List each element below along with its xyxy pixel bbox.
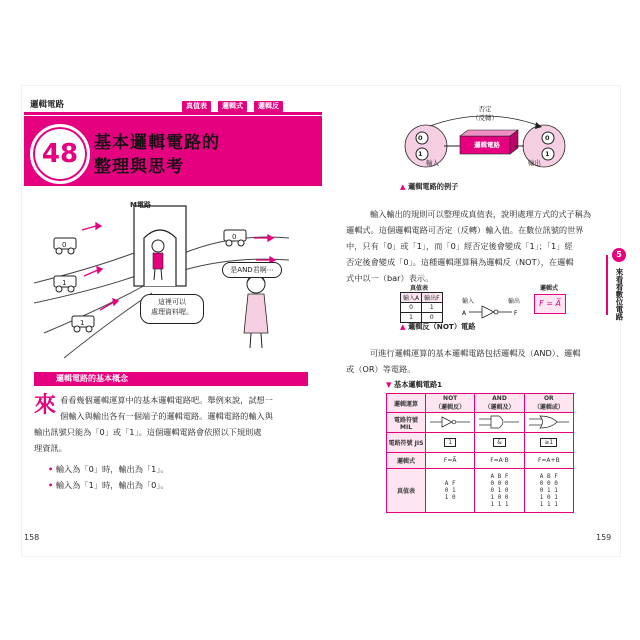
- truth-cell: 0: [401, 303, 422, 313]
- not-jis-symbol: [426, 433, 475, 453]
- diagram-in-top: 0: [418, 134, 423, 142]
- not-jis-box: 1: [444, 438, 456, 447]
- caption-basic-circuits-text: 基本邏輯電路1: [394, 380, 443, 389]
- truth-in-header: 輸入A: [401, 293, 422, 303]
- column-not-sub: （邏輯反）: [435, 404, 466, 411]
- woman-icon: [244, 275, 268, 348]
- chapter-number-badge: [30, 124, 90, 184]
- gate-sign: M電路: [130, 201, 151, 209]
- column-and-name: AND: [492, 395, 507, 402]
- caption-not-circuit: [400, 322, 475, 332]
- left-paragraph-line4: 理資訊。: [34, 443, 67, 453]
- and-truth-cell: [475, 469, 524, 513]
- bubble-line2: 處理資料喔。: [151, 308, 193, 316]
- bullet-text-2: 輸入為「1」時，輸出為「0」。: [55, 480, 169, 490]
- basic-logic-table: [386, 393, 574, 513]
- formula-title: 邏輯式: [540, 285, 559, 292]
- road-illustration: [34, 198, 314, 366]
- page-title-line2: 整理與思考: [94, 157, 184, 177]
- right-paragraph-line5: 式中以一（bar）表示。: [346, 273, 434, 283]
- row-formula-header: 邏輯式: [387, 453, 426, 469]
- right-paragraph-line3: 中，只有「0」或「1」，而「0」經否定後會變成「1」；「1」經: [346, 241, 573, 251]
- and-gate-icon: [477, 415, 521, 429]
- triangle-icon: ▼: [386, 380, 392, 389]
- or-truth-values: A B F 0 0 0 0 1 1 1 0 1 1 1 1: [539, 473, 558, 508]
- left-paragraph-line2: 個輸入與輸出各有一個端子的邏輯電路。邏輯電路的輸入與: [60, 411, 273, 421]
- column-or: [524, 394, 573, 413]
- circuit-box-label: 邏輯電路: [474, 141, 500, 149]
- or-jis-box: ≥1: [540, 438, 557, 447]
- diagram-out-top: 0: [545, 134, 550, 142]
- or-gate-icon: [527, 415, 571, 429]
- row-truth-header: 真值表: [387, 469, 426, 513]
- speech-bubble-process: [140, 294, 204, 324]
- or-jis-symbol: [524, 433, 573, 453]
- tag-logic-formula: 邏輯式: [218, 101, 247, 112]
- not-formula: F = A̅: [534, 294, 566, 314]
- truck-icon: [54, 276, 76, 292]
- column-or-sub: （邏輯或）: [533, 404, 564, 411]
- not-truth-table: [400, 292, 443, 323]
- page-number-left: 158: [24, 533, 40, 542]
- chapter-number: 48: [41, 139, 79, 169]
- truck-icon: [72, 316, 94, 332]
- bullet-rule-2: • 輸入為「1」時，輸出為「0」。: [48, 480, 169, 490]
- right-paragraph-line1: 輸入輸出的規則可以整理成真值表，說明處理方式的式子稱為: [370, 209, 592, 219]
- truth-cell: 1: [422, 303, 442, 313]
- svg-text:F: F: [514, 310, 518, 317]
- column-or-name: OR: [543, 395, 554, 402]
- not-mil-symbol: [426, 413, 475, 433]
- or-mil-symbol: [524, 413, 573, 433]
- diagram-output-label: 輸出: [528, 159, 541, 167]
- and-formula-cell: F=A·B: [475, 453, 524, 469]
- tag-logic-not: 邏輯反: [254, 101, 283, 112]
- truck-icon: [224, 230, 246, 246]
- or-formula-cell: F=A+B: [524, 453, 573, 469]
- bubble-line1: 這裡可以: [158, 298, 186, 306]
- right-paragraph2-line2: 或（OR）等電路。: [346, 364, 416, 374]
- inversion-label: （反轉）: [472, 114, 498, 122]
- column-and-sub: （邏輯及）: [484, 404, 515, 411]
- tag-truth-table: 真值表: [182, 101, 211, 112]
- truth-cell: 0: [422, 313, 442, 323]
- right-paragraph-line2: 邏輯式。這個邏輯電路可否定（反轉）輸入值。在數位訊號的世界: [346, 225, 584, 235]
- right-paragraph2-line1: 可進行邏輯運算的基本邏輯電路包括邏輯及（AND）、邏輯: [370, 348, 581, 358]
- and-jis-box: &: [493, 438, 506, 447]
- diagram-in-bottom: 1: [418, 150, 423, 158]
- negation-label: 否定: [478, 105, 492, 113]
- truth-table-title: 真值表: [410, 285, 429, 292]
- svg-text:1: 1: [62, 279, 67, 287]
- bullet-rule-1: • 輸入為「0」時，輸出為「1」。: [48, 464, 169, 474]
- speech-bubble-and: 是AND君啊⋯: [222, 262, 282, 278]
- row-mil-header: 電路符號 MIL: [387, 413, 426, 433]
- page-title-line1: 基本邏輯電路的: [94, 133, 220, 153]
- and-truth-values: A B F 0 0 0 0 1 0 1 0 0 1 1 1: [490, 473, 509, 508]
- side-chapter-line: [606, 255, 608, 315]
- intro-initial: 來: [34, 393, 57, 418]
- bullet-text-1: 輸入為「0」時，輸出為「1」。: [55, 464, 169, 474]
- diagram-out-bottom: 1: [545, 150, 550, 158]
- truth-out-header: 輸出F: [422, 293, 442, 303]
- right-paragraph-line4: 否定後會變成「0」。這種邏輯運算稱為邏輯反（NOT），在邏輯: [346, 257, 574, 267]
- not-truth-values: A F 0 1 1 0: [444, 480, 456, 501]
- column-and: [475, 394, 524, 413]
- svg-text:0: 0: [62, 241, 67, 249]
- triangle-icon: ▲: [400, 322, 406, 331]
- not-gate-symbol: [460, 304, 526, 320]
- caption-circuit-example: [400, 182, 458, 192]
- caption-basic-circuits: [386, 380, 442, 390]
- truck-icon: [54, 238, 76, 254]
- svg-text:A: A: [462, 310, 467, 317]
- row-jis-header: 電路符號 JIS: [387, 433, 426, 453]
- category-label: 邏輯電路: [30, 100, 65, 110]
- not-input-label: 輸入: [462, 298, 475, 305]
- side-chapter-title: 來看看數位電路: [615, 268, 624, 321]
- truth-cell: 1: [401, 313, 422, 323]
- side-chapter-number: 5: [612, 248, 626, 262]
- page-number-right: 159: [596, 533, 612, 542]
- left-paragraph-line3: 輸出訊號只能為「0」或「1」。這個邏輯電路會依照以下規則處: [34, 427, 262, 437]
- caption-circuit-example-text: 邏輯電路的例子: [408, 182, 459, 191]
- column-not: [426, 394, 475, 413]
- or-truth-cell: [524, 469, 573, 513]
- and-mil-symbol: [475, 413, 524, 433]
- table-corner: 邏輯運算: [387, 394, 426, 413]
- section-heading-bar: [34, 372, 308, 386]
- and-jis-symbol: [475, 433, 524, 453]
- diagram-input-label: 輸入: [426, 159, 439, 167]
- diagram-top-label: [465, 104, 505, 122]
- not-gate-icon: [428, 415, 472, 429]
- not-output-label: 輸出: [508, 298, 521, 305]
- svg-text:1: 1: [80, 319, 85, 327]
- svg-text:0: 0: [232, 233, 237, 241]
- left-paragraph-line1: 看看幾個邏輯運算中的基本邏輯電路吧。舉例來說，試想一: [60, 395, 273, 405]
- section-heading: 邏輯電路的基本概念: [56, 374, 128, 383]
- not-formula-cell: F=A̅: [426, 453, 475, 469]
- not-truth-cell: [426, 469, 475, 513]
- triangle-icon: ▲: [400, 182, 406, 191]
- column-not-name: NOT: [443, 395, 458, 402]
- caption-not-circuit-text: 邏輯反（NOT）電路: [408, 322, 476, 331]
